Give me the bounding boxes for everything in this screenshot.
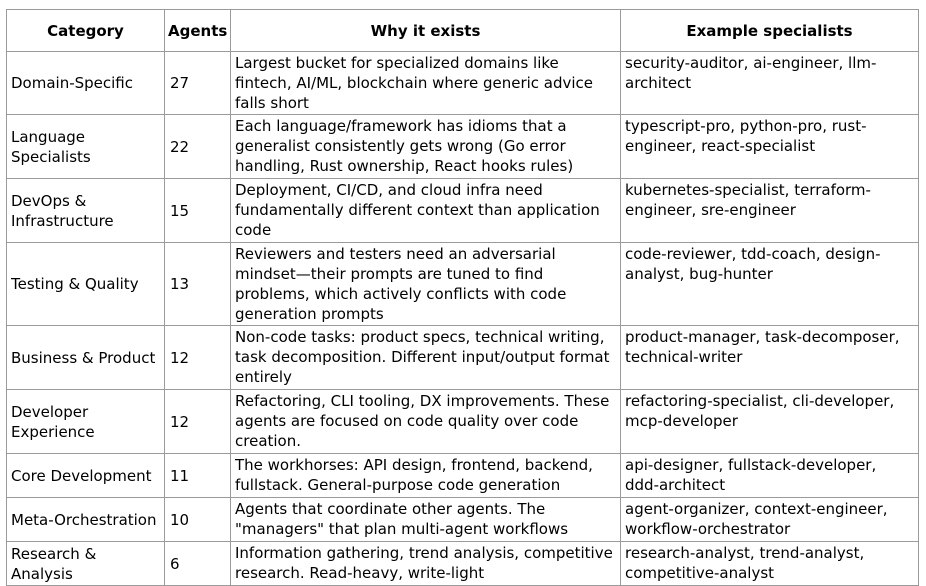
- cell-agents: 10: [165, 498, 231, 542]
- cell-why: Reviewers and testers need an adversarial mindset—their prompts are tuned to find problems, which actively conflicts with code generation prompts: [231, 243, 621, 326]
- cell-category: Domain-Specific: [7, 52, 165, 115]
- table-row: [7, 243, 919, 326]
- cell-category: Language Specialists: [7, 115, 165, 179]
- cell-agents: 15: [165, 179, 231, 243]
- cell-category: Research & Analysis: [7, 542, 165, 586]
- cell-why: Largest bucket for specialized domains like fintech, AI/ML, blockchain where generic advice falls short: [231, 52, 621, 115]
- cell-agents: 11: [165, 454, 231, 498]
- cell-category: Core Development: [7, 454, 165, 498]
- cell-examples: api-designer, fullstack-developer, ddd-architect: [621, 454, 919, 498]
- table-header-row: [7, 10, 919, 52]
- cell-why: The workhorses: API design, frontend, backend, fullstack. General-purpose code generation: [231, 454, 621, 498]
- cell-examples: security-auditor, ai-engineer, llm-architect: [621, 52, 919, 115]
- cell-agents: 13: [165, 243, 231, 326]
- cell-category: Business & Product: [7, 326, 165, 390]
- table-row: [7, 326, 919, 390]
- cell-agents: 12: [165, 390, 231, 454]
- cell-agents: 22: [165, 115, 231, 179]
- cell-category: Developer Experience: [7, 390, 165, 454]
- cell-why: Refactoring, CLI tooling, DX improvements. These agents are focused on code quality over code creation.: [231, 390, 621, 454]
- cell-category: Meta-Orchestration: [7, 498, 165, 542]
- cell-why: Non-code tasks: product specs, technical writing, task decomposition. Different input/output format entirely: [231, 326, 621, 390]
- table-row: [7, 115, 919, 179]
- table-row: [7, 454, 919, 498]
- cell-why: Each language/framework has idioms that a generalist consistently gets wrong (Go error handling, Rust ownership, React hooks rules): [231, 115, 621, 179]
- cell-examples: refactoring-specialist, cli-developer, mcp-developer: [621, 390, 919, 454]
- cell-agents: 6: [165, 542, 231, 586]
- header-category: Category: [7, 10, 165, 52]
- cell-agents: 27: [165, 52, 231, 115]
- header-examples: Example specialists: [621, 10, 919, 52]
- header-why: Why it exists: [231, 10, 621, 52]
- table-container: [6, 9, 919, 586]
- cell-examples: agent-organizer, context-engineer, workflow-orchestrator: [621, 498, 919, 542]
- cell-examples: kubernetes-specialist, terraform-engineer, sre-engineer: [621, 179, 919, 243]
- cell-agents: 12: [165, 326, 231, 390]
- cell-why: Agents that coordinate other agents. The "managers" that plan multi-agent workflows: [231, 498, 621, 542]
- cell-category: DevOps & Infrastructure: [7, 179, 165, 243]
- cell-examples: product-manager, task-decomposer, technical-writer: [621, 326, 919, 390]
- table-row: [7, 52, 919, 115]
- agent-categories-table: [6, 9, 919, 586]
- cell-examples: research-analyst, trend-analyst, competitive-analyst: [621, 542, 919, 586]
- table-row: [7, 542, 919, 586]
- cell-why: Information gathering, trend analysis, competitive research. Read-heavy, write-light: [231, 542, 621, 586]
- table-row: [7, 179, 919, 243]
- cell-category: Testing & Quality: [7, 243, 165, 326]
- cell-examples: code-reviewer, tdd-coach, design-analyst, bug-hunter: [621, 243, 919, 326]
- header-agents: Agents: [165, 10, 231, 52]
- cell-why: Deployment, CI/CD, and cloud infra need fundamentally different context than application code: [231, 179, 621, 243]
- table-row: [7, 390, 919, 454]
- cell-examples: typescript-pro, python-pro, rust-engineer, react-specialist: [621, 115, 919, 179]
